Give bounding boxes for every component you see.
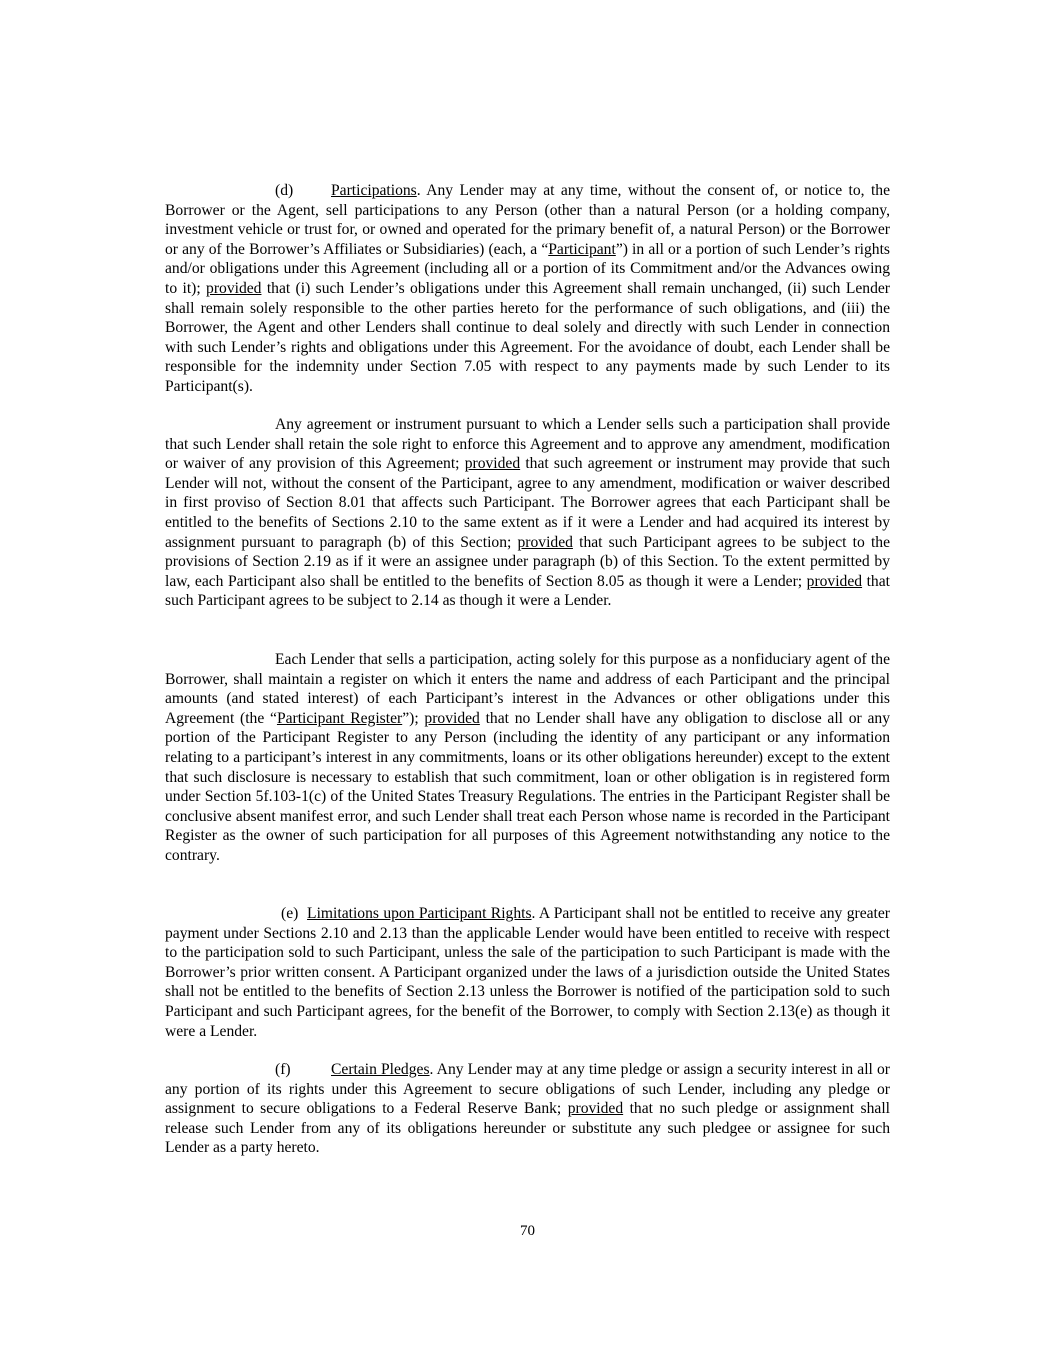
section-e-text-1: . A Participant shall not be entitled to receive any greater payment under Sections 2.10 and 2.13 than the applicable Lender would have been entitled to receive with respect to the participation sold to such Participant, unless the sale of the participation to such Participant is made with the Borrower’s prior written consent. A Participant organized under the laws of a jurisdiction outside the United States shall not be entitled to the benefits of Section 2.13 unless the Borrower is notified of the participation sold to such Participant and such Participant agrees, for the benefit of the Borrower, to comply with Section 2.13(e) as though it were a Lender. — [165, 905, 890, 1040]
participant-defined-term: Participant — [548, 240, 616, 258]
section-d-paragraph — [165, 181, 890, 397]
section-f-text-2: that no such pledge or assignment shall release such Lender from any of its obligations hereunder or substitute any such pledgee or assignee for such Lender as a party hereto. — [165, 1100, 890, 1157]
section-f-text-1: . Any Lender may at any time pledge or assign a security interest in all or any portion of its rights under this Agreement to secure obligations of such Lender, including any pledge or assignment to secure obligations to a Federal Reserve Bank; — [165, 1061, 890, 1118]
agreement-text-3: that such Participant agrees to be subject to the provisions of Section 2.19 as if it were an assignee under paragraph (b) of this Section. To the extent permitted by law, each Participant also shall be entitled to the benefits of Section 8.05 as though it were a Lender; — [165, 533, 890, 590]
section-e-limitations — [165, 904, 890, 1041]
agreement-text-1: Any agreement or instrument pursuant to which a Lender sells such a participation shall provide that such Lender shall retain the sole right to enforce this Agreement and to approve any amendment, modification or waiver of any provision of this Agreement; — [165, 416, 890, 473]
participation-agreement-paragraph-block — [165, 415, 890, 611]
participation-agreement-paragraph — [165, 415, 890, 611]
agreement-text-4: that such Participant agrees to be subject to 2.14 as though it were a Lender. — [165, 572, 890, 610]
section-f-number: (f) — [275, 1061, 291, 1078]
section-d-heading: Participations — [331, 182, 417, 199]
provided-term: provided — [517, 533, 573, 551]
section-f-certain-pledges — [165, 1060, 890, 1158]
participant-register-defined-term: Participant Register — [276, 709, 403, 727]
section-d-text-2: ”) in all or a portion of such Lender’s rights and/or obligations under this Agreement (including all or a portion of its Commitment and/or the Advances owing to it); — [165, 240, 890, 297]
section-d-text-3: that (i) such Lender’s obligations under this Agreement shall remain unchanged, (ii) such Lender shall remain solely responsible to the other parties hereto for the performance of such obligations, and (iii) the Borrower, the Agent and other Lenders shall continue to deal solely and directly with such Lender in connection with such Lender’s rights and obligations under this Agreement. For the avoidance of doubt, each Lender shall be responsible for the indemnity under Section 7.05 with respect to any payments made by such Lender to its Participant(s). — [165, 279, 890, 395]
participant-register-paragraph-block — [165, 650, 890, 866]
provided-term: provided — [424, 709, 480, 727]
register-text-2: ”); — [402, 709, 425, 727]
section-f-heading: Certain Pledges — [331, 1061, 430, 1078]
participant-register-paragraph — [165, 650, 890, 866]
agreement-text-2: that such agreement or instrument may provide that such Lender will not, without the consent of the Participant, agree to any amendment, modification or waiver described in first proviso of Section 8.01 that affects such Participant. The Borrower agrees that each Participant shall be entitled to the benefits of Sections 2.10 to the same extent as if it were a Lender and had acquired its interest by assignment pursuant to paragraph (b) of this Section; — [165, 455, 890, 551]
provided-term: provided — [464, 455, 521, 473]
section-e-number: (e) — [281, 905, 299, 922]
section-d-participations — [165, 181, 890, 397]
provided-term: provided — [206, 279, 262, 297]
section-d-text-1: . Any Lender may at any time, without the consent of, or notice to, the Borrower or the Agent, sell participations to any Person (other than a natural Person (or a holding company, investment vehicle or trust for, or owned and operated for the primary benefit of, a natural Person) or the Borrower or any of the Borrower’s Affiliates or Subsidiaries) (each, a “ — [165, 182, 890, 258]
register-text-3: that no Lender shall have any obligation to disclose all or any portion of the Participant Register to any Person (including the identity of any participant or any information relating to a participant’s interest in any commitments, loans or its other obligations hereunder) except to the extent that such disclosure is necessary to establish that such commitment, loan or other obligation is in registered form under Section 5f.103-1(c) of the United States Treasury Regulations. The entries in the Participant Register shall be conclusive absent manifest error, and such Lender shall treat each Person whose name is recorded in the Participant Register as the owner of such participation for all purposes of this Agreement notwithstanding any notice to the contrary. — [165, 709, 890, 864]
provided-term: provided — [567, 1100, 624, 1118]
section-f-paragraph — [165, 1060, 890, 1158]
section-e-heading: Limitations upon Participant Rights — [307, 905, 532, 922]
section-d-number: (d) — [275, 182, 294, 199]
provided-term: provided — [806, 572, 863, 590]
page-number: 70 — [520, 1223, 535, 1239]
register-text-1: Each Lender that sells a participation, acting solely for this purpose as a nonfiduciary agent of the Borrower, shall maintain a register on which it enters the name and address of each Participant and the principal amounts (and stated interest) of each Participant’s interest in the Advances or other obligations under this Agreement (the “ — [165, 651, 890, 727]
section-e-paragraph — [165, 904, 890, 1041]
